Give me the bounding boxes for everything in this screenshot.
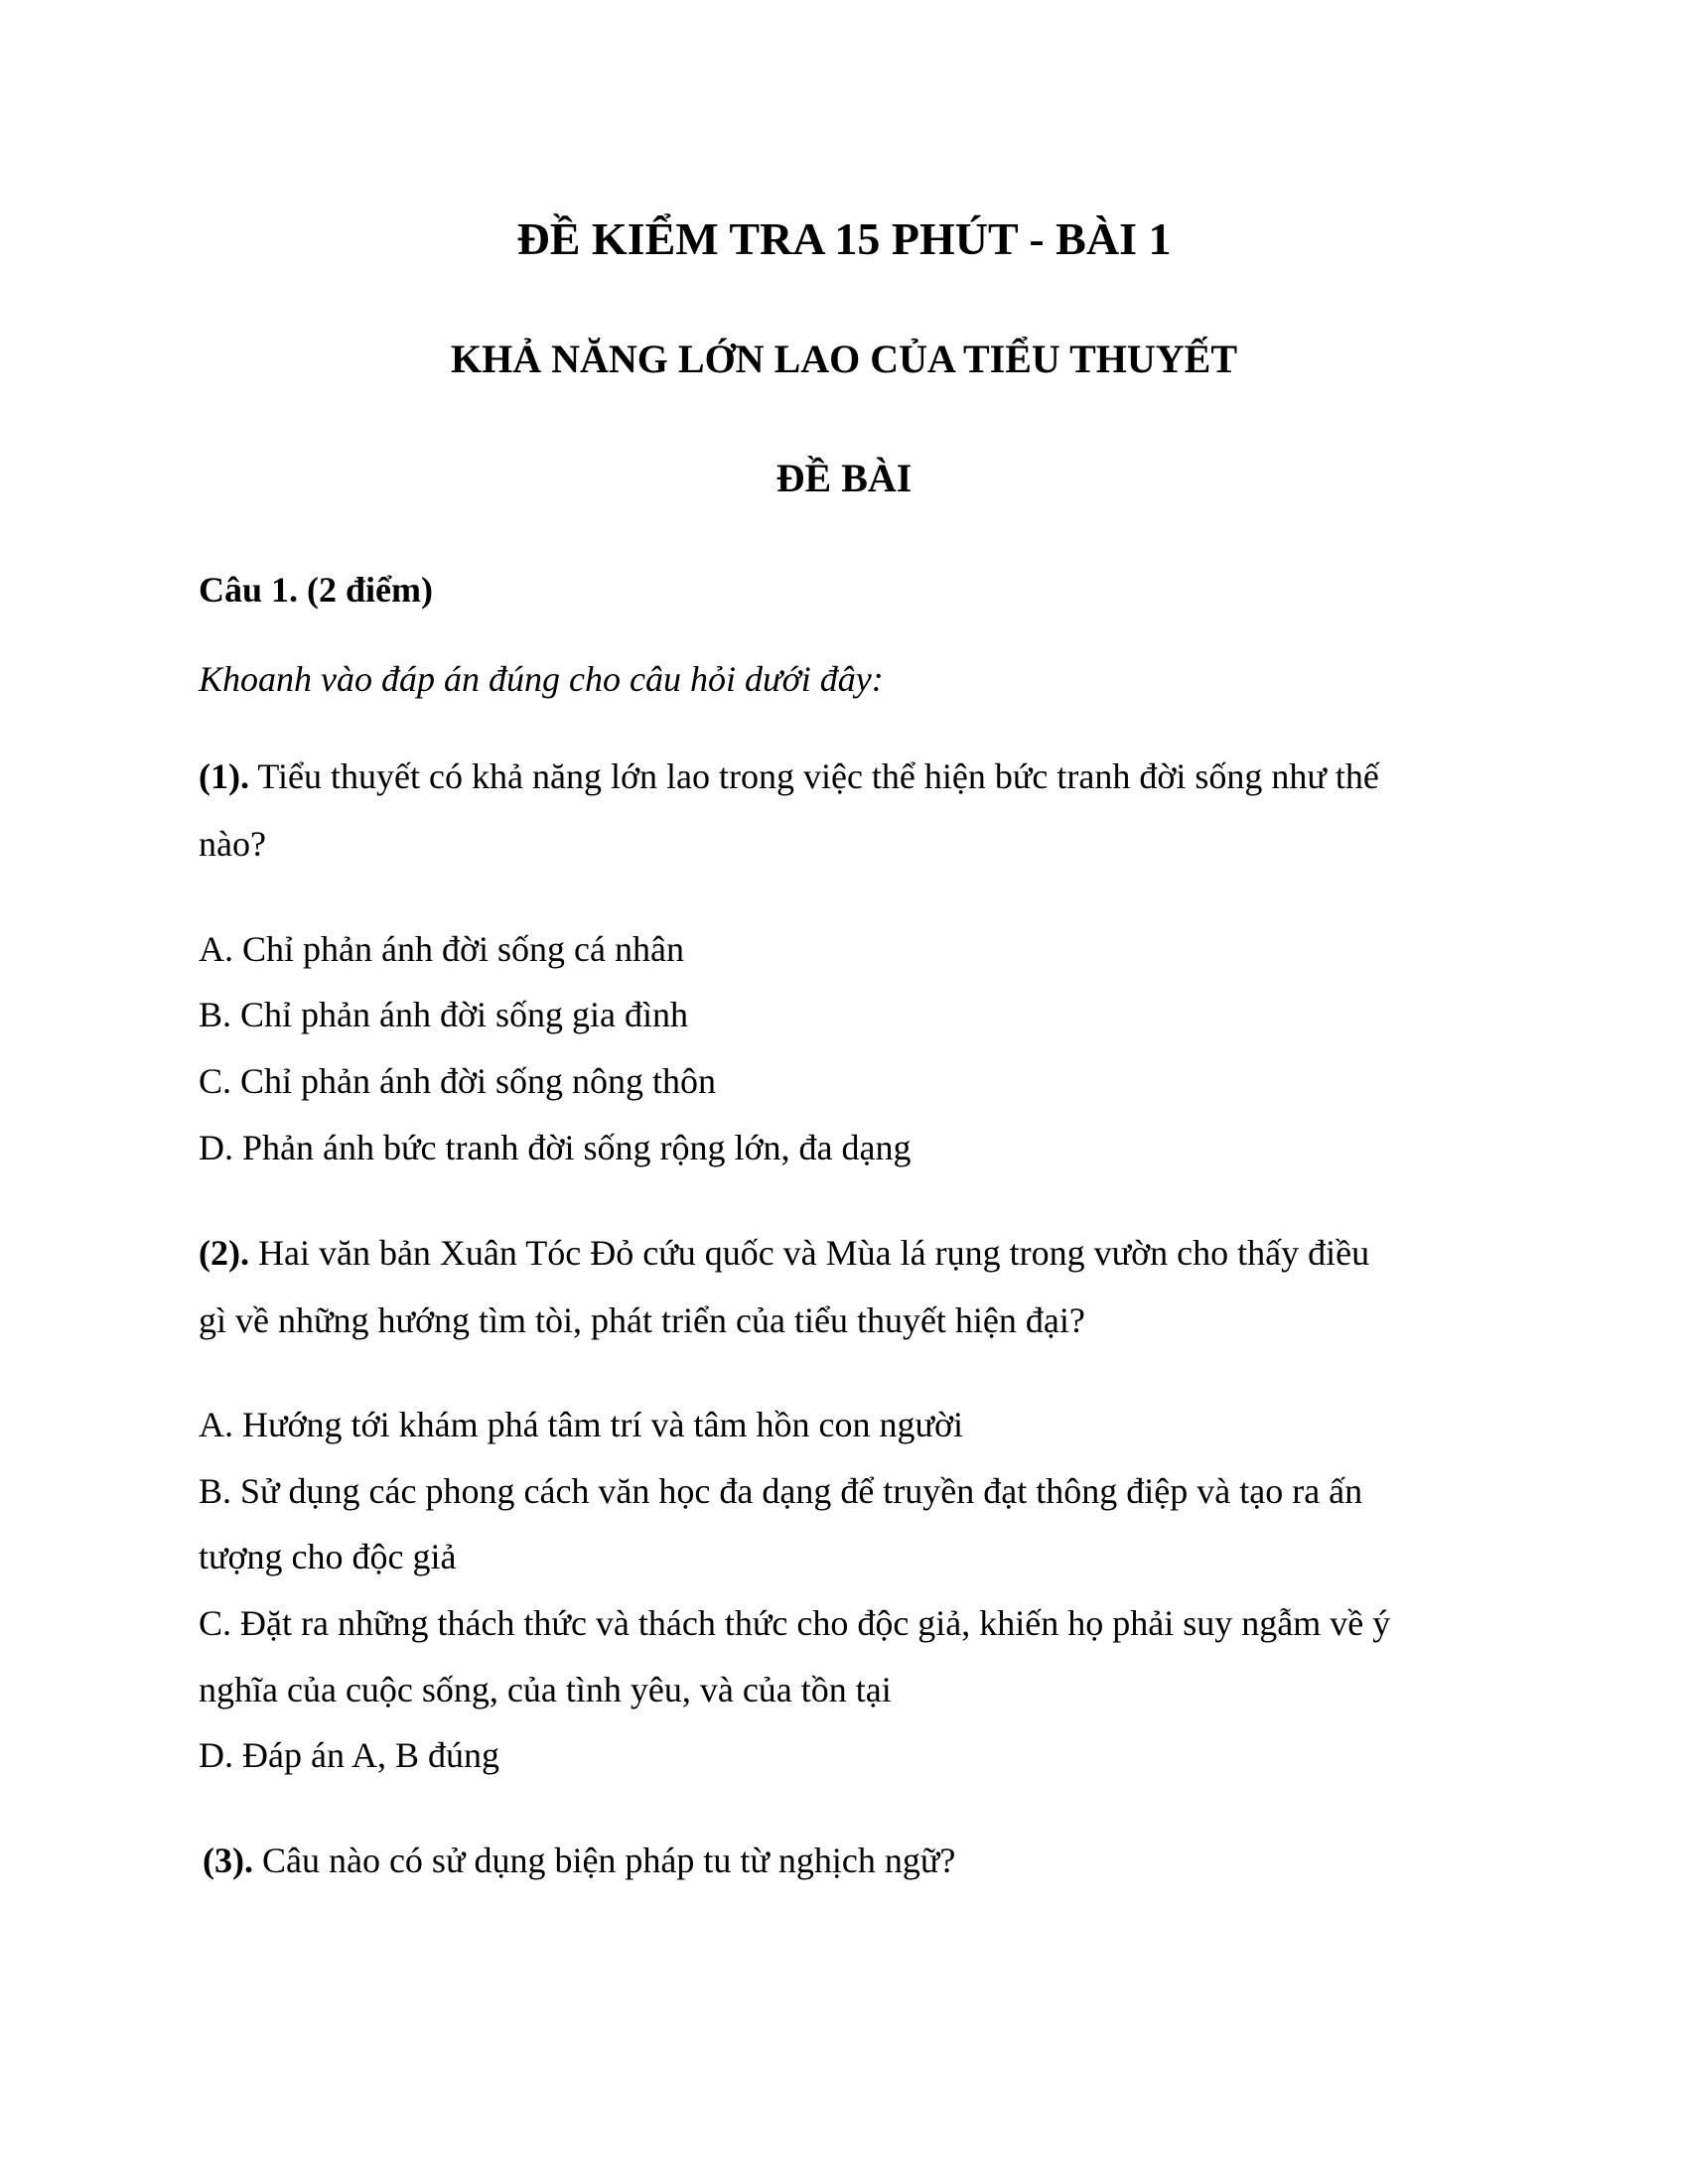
question-2-option-c-continued: nghĩa của cuộc sống, của tình yêu, và của tồn tại [199, 1670, 892, 1709]
question-1-text: Tiểu thuyết có khả năng lớn lao trong việc thể hiện bức tranh đời sống như thế [248, 756, 1379, 796]
question-heading: Câu 1. (2 điểm) [199, 570, 433, 610]
question-1-line-2: nào? [199, 824, 266, 864]
question-2-option-b-continued: tượng cho độc giả [199, 1537, 457, 1576]
question-2-line-2: gì về những hướng tìm tòi, phát triển của tiểu thuyết hiện đại? [199, 1300, 1085, 1340]
question-2-option-d: D. Đáp án A, B đúng [199, 1735, 499, 1775]
document-subtitle: KHẢ NĂNG LỚN LAO CỦA TIỂU THUYẾT [451, 337, 1237, 381]
section-heading: ĐỀ BÀI [775, 456, 913, 500]
document-title: ĐỀ KIỂM TRA 15 PHÚT - BÀI 1 [516, 213, 1172, 264]
question-2-option-a: A. Hướng tới khám phá tâm trí và tâm hồn con người [199, 1405, 964, 1444]
question-2-line-1 [199, 1231, 1369, 1275]
question-2-text: Hai văn bản Xuân Tóc Đỏ cứu quốc và Mùa lá rụng trong vườn cho thấy điều [248, 1233, 1370, 1273]
question-2-option-b: B. Sử dụng các phong cách văn học đa dạng để truyền đạt thông điệp và tạo ra ấn [199, 1471, 1363, 1511]
question-1-option-d: D. Phản ánh bức tranh đời sống rộng lớn, đa dạng [199, 1128, 912, 1167]
question-1-option-b: B. Chỉ phản ánh đời sống gia đình [199, 995, 689, 1034]
question-1-option-a: A. Chỉ phản ánh đời sống cá nhân [199, 929, 684, 969]
question-1-option-c: C. Chỉ phản ánh đời sống nông thôn [199, 1061, 717, 1101]
question-3-number: (3). [203, 1841, 253, 1880]
question-instruction: Khoanh vào đáp án đúng cho câu hỏi dưới đây: [199, 659, 884, 699]
question-3-text: Câu nào có sử dụng biện pháp tu từ nghịch ngữ? [252, 1841, 956, 1880]
question-3-line-1 [203, 1839, 955, 1882]
question-1-line-1 [199, 754, 1379, 798]
question-1-number: (1). [199, 756, 249, 796]
question-2-number: (2). [199, 1233, 249, 1273]
question-2-option-c: C. Đặt ra những thách thức và thách thức cho độc giả, khiến họ phải suy ngẫm về ý [199, 1603, 1391, 1643]
